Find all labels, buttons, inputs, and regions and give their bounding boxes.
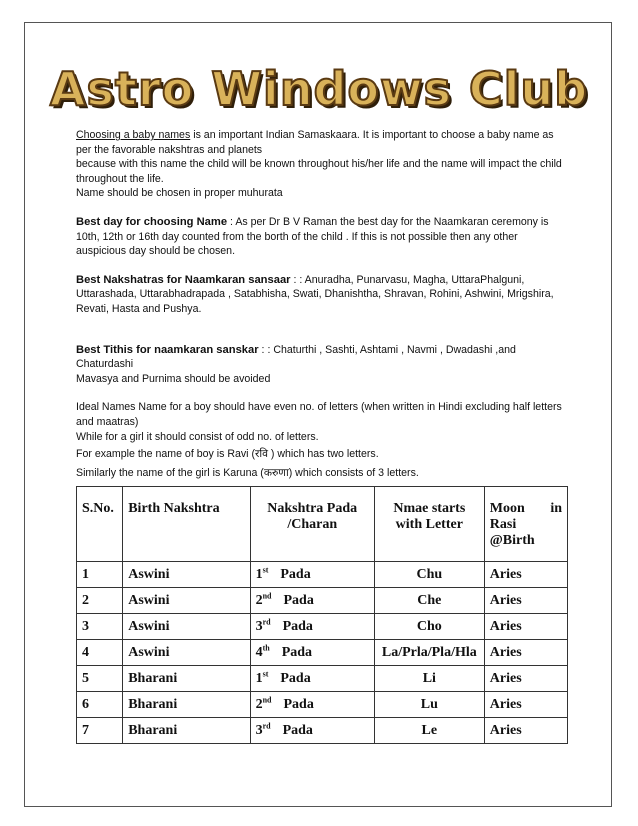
intro-text-3: Name should be chosen in proper muhurata: [76, 187, 283, 200]
pada-ordinal: st: [262, 668, 269, 678]
cell-sno: 1: [77, 562, 123, 588]
pada-number: 2: [255, 592, 263, 608]
pada-number: 3: [255, 722, 263, 738]
pada-word: Pada: [283, 696, 314, 712]
ideal-line-3: For example the name of boy is Ravi (रवि ) which has two letters.: [76, 448, 379, 461]
cell-sno: 6: [77, 692, 123, 718]
table-body: [77, 562, 568, 744]
cell-pada: [250, 692, 374, 718]
cell-nakshtra: Bharani: [123, 666, 250, 692]
moon-header-in: in: [550, 501, 562, 516]
intro-lead: Choosing a baby names: [76, 129, 191, 141]
nakshatras-text: : : Anuradha, Punarvasu, Magha, UttaraPhalguni, Uttarashada, Uttarabhadrapada , Satabhisha, Swati, Dhanishtha, Shravan, Rohini, Ashwini, Mrigshira, Revati, Hasta and Pushya.: [76, 273, 554, 315]
cell-rasi: Aries: [484, 692, 567, 718]
intro-paragraph: [76, 128, 566, 157]
cell-rasi: Aries: [484, 588, 567, 614]
header-pada: Nakshtra Pada /Charan: [250, 487, 374, 562]
cell-nakshtra: Aswini: [123, 640, 250, 666]
pada-number: 4: [255, 644, 263, 660]
pada-number: 1: [255, 566, 263, 582]
header-sno: S.No.: [77, 487, 123, 562]
intro-text-2: because with this name the child will be known throughout his/her life and the name will impact the child throughout the life.: [76, 158, 562, 185]
best-day-text: : As per Dr B V Raman the best day for the Naamkaran ceremony is 10th, 12th or 16th day counted from the borth of the child . If this is not possible then any other auspicious day should be chosen.: [76, 215, 549, 258]
cell-letter: La/Prla/Pla/Hla: [374, 640, 484, 666]
cell-letter: Cho: [374, 614, 484, 640]
page-title: Astro Windows Club: [49, 62, 589, 116]
cell-letter: Che: [374, 588, 484, 614]
tithis-avoid: Mavasya and Purnima should be avoided: [76, 372, 271, 385]
document-body: [76, 128, 566, 480]
cell-nakshtra: Bharani: [123, 718, 250, 744]
moon-header-top: [490, 501, 562, 517]
pada-word: Pada: [283, 592, 314, 608]
pada-word: Pada: [282, 618, 313, 634]
cell-pada: [250, 666, 374, 692]
tithis-paragraph: [76, 343, 566, 372]
table-row: [77, 718, 568, 744]
pada-word: Pada: [282, 722, 313, 738]
pada-ordinal: rd: [262, 720, 271, 730]
table-row: [77, 562, 568, 588]
pada-number: 1: [255, 670, 263, 686]
cell-rasi: Aries: [484, 614, 567, 640]
pada-number: 3: [255, 618, 263, 634]
pada-ordinal: nd: [262, 590, 272, 600]
cell-nakshtra: Aswini: [123, 562, 250, 588]
tithis-heading: Best Tithis for naamkaran sanskar: [76, 343, 259, 356]
pada-word: Pada: [280, 670, 311, 686]
cell-pada: [250, 588, 374, 614]
cell-rasi: Aries: [484, 666, 567, 692]
nakshatras-heading: Best Nakshatras for Naamkaran sansaar: [76, 273, 291, 286]
cell-letter: Chu: [374, 562, 484, 588]
cell-sno: 7: [77, 718, 123, 744]
ideal-line-2: While for a girl it should consist of odd no. of letters.: [76, 430, 319, 443]
cell-rasi: Aries: [484, 718, 567, 744]
cell-pada: [250, 562, 374, 588]
header-letter: Nmae starts with Letter: [374, 487, 484, 562]
table-row: [77, 666, 568, 692]
cell-sno: 5: [77, 666, 123, 692]
cell-letter: Li: [374, 666, 484, 692]
table-header-row: [77, 487, 568, 562]
best-day-paragraph: [76, 215, 566, 259]
header-moon-rasi: [484, 487, 567, 562]
ideal-line-1: Ideal Names Name for a boy should have even no. of letters (when written in Hindi excluding half letters and maatras): [76, 401, 562, 428]
cell-sno: 3: [77, 614, 123, 640]
cell-pada: [250, 718, 374, 744]
tithis-text: : : Chaturthi , Sashti, Ashtami , Navmi , Dwadashi ,and Chaturdashi: [76, 343, 516, 371]
ideal-line-4: Similarly the name of the girl is Karuna (करुणा) which consists of 3 letters.: [76, 466, 419, 479]
best-day-heading: Best day for choosing Name: [76, 215, 228, 228]
cell-nakshtra: Bharani: [123, 692, 250, 718]
cell-letter: Lu: [374, 692, 484, 718]
moon-header-rasi: Rasi @Birth: [489, 517, 535, 548]
table-row: [77, 692, 568, 718]
table-row: [77, 614, 568, 640]
pada-number: 2: [255, 696, 263, 712]
nakshatra-table: [76, 486, 568, 744]
pada-word: Pada: [280, 566, 311, 582]
cell-nakshtra: Aswini: [123, 588, 250, 614]
cell-rasi: Aries: [484, 640, 567, 666]
table-row: [77, 640, 568, 666]
cell-nakshtra: Aswini: [123, 614, 250, 640]
pada-ordinal: th: [262, 642, 270, 652]
cell-sno: 4: [77, 640, 123, 666]
pada-ordinal: st: [262, 564, 269, 574]
cell-rasi: Aries: [484, 562, 567, 588]
cell-pada: [250, 614, 374, 640]
pada-word: Pada: [281, 644, 313, 660]
pada-ordinal: nd: [262, 694, 272, 704]
cell-pada: [250, 640, 374, 666]
intro-text-1: is an important Indian Samaskaara. It is important to choose a baby name as per the favorable nakshtras and planets: [76, 129, 554, 156]
cell-sno: 2: [77, 588, 123, 614]
cell-letter: Le: [374, 718, 484, 744]
nakshatras-paragraph: [76, 273, 566, 317]
header-birth-nakshtra: Birth Nakshtra: [123, 487, 250, 562]
table-row: [77, 588, 568, 614]
moon-header-word: Moon: [489, 501, 525, 516]
pada-ordinal: rd: [262, 616, 271, 626]
